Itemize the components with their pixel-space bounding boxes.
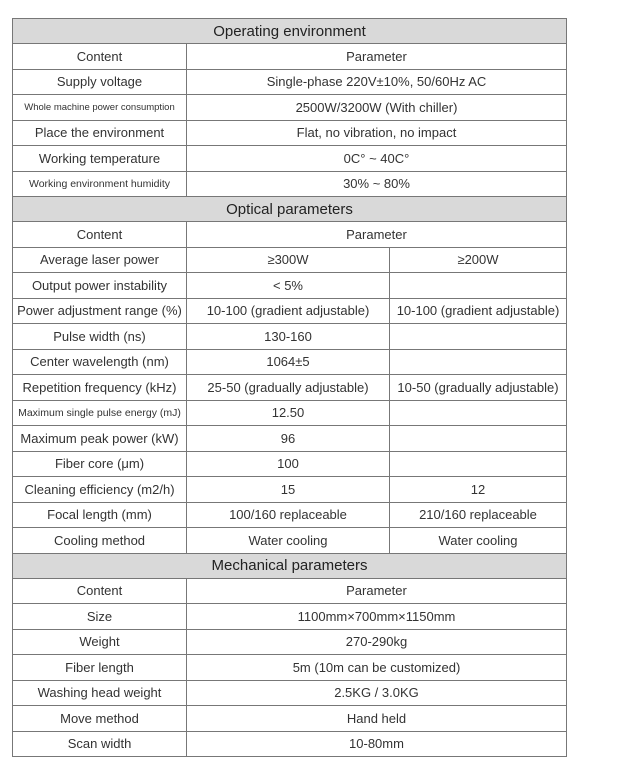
- table-header-row: [13, 44, 567, 70]
- table-header-row: [13, 222, 567, 248]
- row-label: Maximum single pulse energy (mJ): [13, 400, 187, 426]
- row-label: Cleaning efficiency (m2/h): [13, 477, 187, 503]
- row-label: Repetition frequency (kHz): [13, 375, 187, 401]
- row-value-1: ≥300W: [187, 247, 390, 273]
- row-label: Size: [13, 604, 187, 630]
- row-value-2: [390, 451, 567, 477]
- table-row: [13, 375, 567, 401]
- row-label: Supply voltage: [13, 69, 187, 95]
- table-row: [13, 324, 567, 350]
- row-value-2: [390, 349, 567, 375]
- row-label: Weight: [13, 629, 187, 655]
- row-value: 2500W/3200W (With chiller): [187, 95, 567, 121]
- row-label: Maximum peak power (kW): [13, 426, 187, 452]
- table-row: [13, 95, 567, 121]
- table-row: [13, 655, 567, 681]
- section-header-optical: [13, 197, 567, 222]
- row-value: 1100mm×700mm×1150mm: [187, 604, 567, 630]
- table-row: [13, 120, 567, 146]
- row-value: 10-80mm: [187, 731, 567, 757]
- column-header-content: Content: [13, 222, 187, 248]
- row-value: Hand held: [187, 706, 567, 732]
- row-value-1: 15: [187, 477, 390, 503]
- row-label: Move method: [13, 706, 187, 732]
- section-title: Operating environment: [13, 19, 567, 44]
- row-value-2: [390, 400, 567, 426]
- row-value-2: 10-50 (gradually adjustable): [390, 375, 567, 401]
- row-label: Power adjustment range (%): [13, 298, 187, 324]
- table-row: [13, 69, 567, 95]
- table-row: [13, 604, 567, 630]
- row-label: Working temperature: [13, 146, 187, 172]
- row-value-1: 1064±5: [187, 349, 390, 375]
- column-header-content: Content: [13, 578, 187, 604]
- row-value: 5m (10m can be customized): [187, 655, 567, 681]
- table-row: [13, 680, 567, 706]
- row-label: Fiber core (μm): [13, 451, 187, 477]
- row-label: Place the environment: [13, 120, 187, 146]
- row-label: Fiber length: [13, 655, 187, 681]
- section-title: Mechanical parameters: [13, 553, 567, 578]
- row-value-2: Water cooling: [390, 528, 567, 554]
- row-value-1: 130-160: [187, 324, 390, 350]
- table-row: [13, 528, 567, 554]
- row-value: Single-phase 220V±10%, 50/60Hz AC: [187, 69, 567, 95]
- column-header-content: Content: [13, 44, 187, 70]
- section-title: Optical parameters: [13, 197, 567, 222]
- section-header-mechanical: [13, 553, 567, 578]
- section-header-operating: [13, 19, 567, 44]
- table-row: [13, 298, 567, 324]
- column-header-parameter: Parameter: [187, 578, 567, 604]
- row-value-1: 96: [187, 426, 390, 452]
- row-value-1: Water cooling: [187, 528, 390, 554]
- row-label: Scan width: [13, 731, 187, 757]
- table-row: [13, 171, 567, 197]
- row-value: Flat, no vibration, no impact: [187, 120, 567, 146]
- row-value: 30% ~ 80%: [187, 171, 567, 197]
- row-value: 0C° ~ 40C°: [187, 146, 567, 172]
- table-row: [13, 629, 567, 655]
- table-row: [13, 731, 567, 757]
- row-value-2: [390, 273, 567, 299]
- spec-table: [12, 18, 567, 757]
- row-value-1: 10-100 (gradient adjustable): [187, 298, 390, 324]
- table-row: [13, 247, 567, 273]
- row-label: Pulse width (ns): [13, 324, 187, 350]
- row-label: Washing head weight: [13, 680, 187, 706]
- row-value-2: [390, 324, 567, 350]
- row-label: Average laser power: [13, 247, 187, 273]
- table-row: [13, 477, 567, 503]
- row-value-1: 12.50: [187, 400, 390, 426]
- row-label: Output power instability: [13, 273, 187, 299]
- table-row: [13, 502, 567, 528]
- table-header-row: [13, 578, 567, 604]
- row-label: Whole machine power consumption: [13, 95, 187, 121]
- table-row: [13, 273, 567, 299]
- table-row: [13, 451, 567, 477]
- row-value-1: 25-50 (gradually adjustable): [187, 375, 390, 401]
- row-value-1: 100/160 replaceable: [187, 502, 390, 528]
- row-value-1: < 5%: [187, 273, 390, 299]
- table-row: [13, 146, 567, 172]
- row-value-2: 12: [390, 477, 567, 503]
- row-label: Center wavelength (nm): [13, 349, 187, 375]
- row-label: Focal length (mm): [13, 502, 187, 528]
- table-row: [13, 349, 567, 375]
- row-value: 2.5KG / 3.0KG: [187, 680, 567, 706]
- row-value-2: 10-100 (gradient adjustable): [390, 298, 567, 324]
- column-header-parameter: Parameter: [187, 44, 567, 70]
- table-row: [13, 426, 567, 452]
- row-value-2: ≥200W: [390, 247, 567, 273]
- row-value-1: 100: [187, 451, 390, 477]
- row-value-2: [390, 426, 567, 452]
- row-value: 270-290kg: [187, 629, 567, 655]
- column-header-parameter: Parameter: [187, 222, 567, 248]
- row-label: Working environment humidity: [13, 171, 187, 197]
- row-value-2: 210/160 replaceable: [390, 502, 567, 528]
- row-label: Cooling method: [13, 528, 187, 554]
- table-row: [13, 706, 567, 732]
- table-row: [13, 400, 567, 426]
